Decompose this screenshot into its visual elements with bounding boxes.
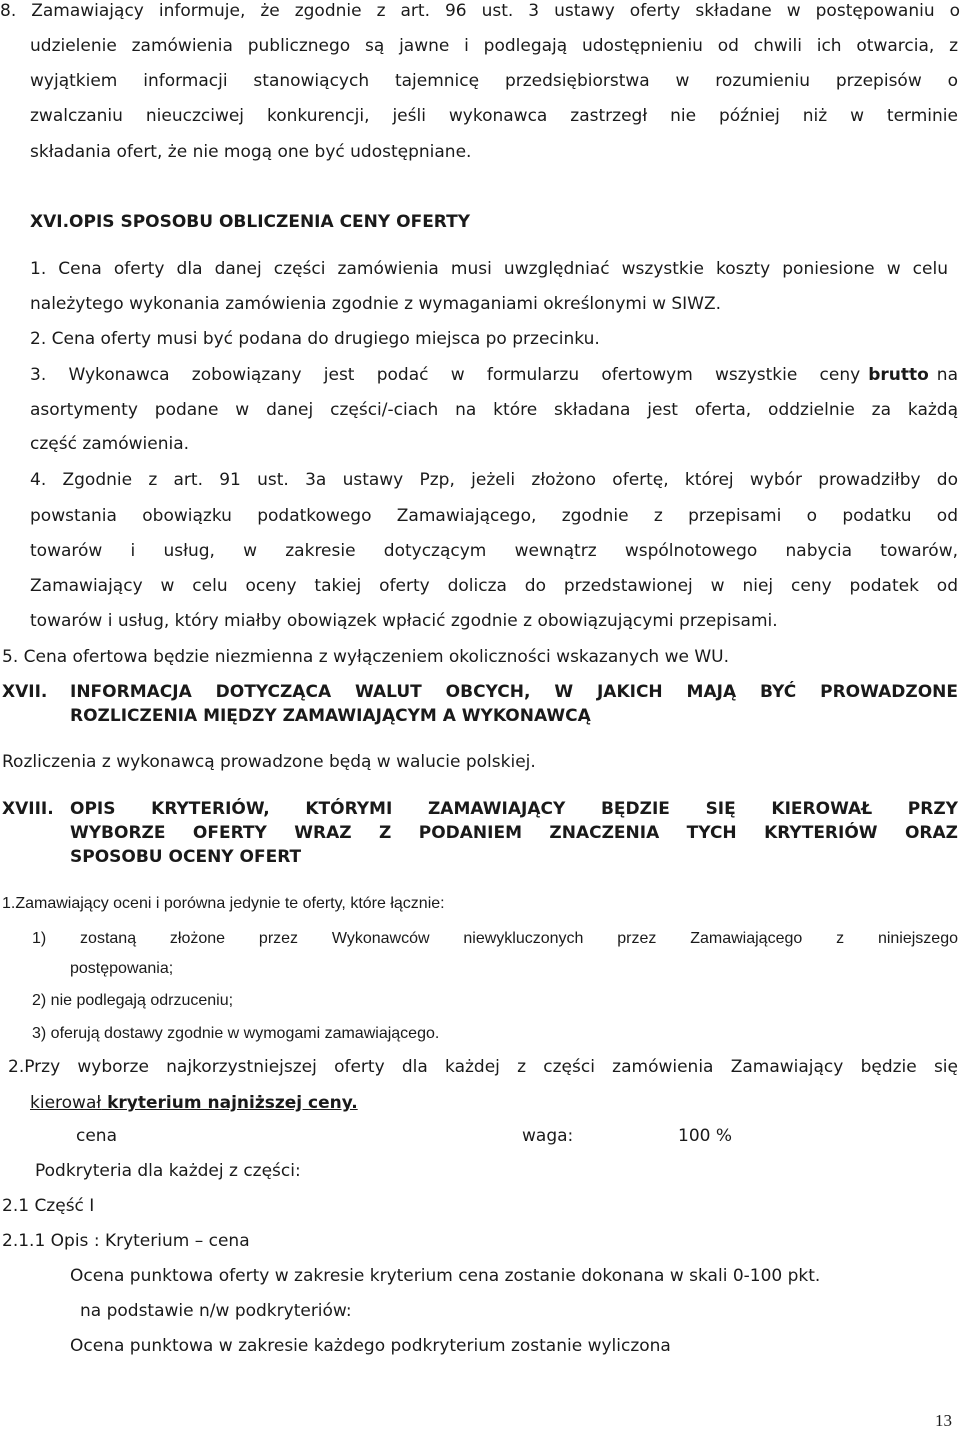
sec16-p3-text: 3. Wykonawca zobowiązany jest podać w formularzu ofertowym wszystkie ceny bbox=[30, 365, 861, 385]
section-17-heading-line-2: ROZLICZENIA MIĘDZY ZAMAWIAJĄCYM A WYKONAWCĄ bbox=[70, 706, 591, 726]
sec18-item-1: 1) zostaną złożone przez Wykonawców niewykluczonych przez Zamawiającego z niniejszego bbox=[32, 930, 958, 947]
page-number: 13 bbox=[935, 1411, 952, 1430]
criterion-name: cena bbox=[76, 1126, 117, 1146]
evaluation-line-3: Ocena punktowa w zakresie każdego podkryterium zostanie wyliczona bbox=[70, 1336, 671, 1356]
section-18-heading-line-1: OPIS KRYTERIÓW, KTÓRYMI ZAMAWIAJĄCY BĘDZIE SIĘ KIEROWAŁ PRZY bbox=[70, 799, 958, 819]
subcriteria-label: Podkryteria dla każdej z części: bbox=[35, 1161, 301, 1181]
sec18-item-1-cont: postępowania; bbox=[70, 960, 174, 977]
sec16-p2: 2. Cena oferty musi być podana do drugiego miejsca po przecinku. bbox=[30, 329, 600, 349]
section-17-heading-line-1: INFORMACJA DOTYCZĄCA WALUT OBCYCH, W JAKICH MAJĄ BYĆ PROWADZONE bbox=[70, 682, 958, 702]
sec18-item-2: 2) nie podlegają odrzuceniu; bbox=[32, 992, 234, 1009]
section-18-number: XVIII. bbox=[2, 799, 54, 819]
sec18-item-3: 3) oferują dostawy zgodnie w wymogami zamawiającego. bbox=[32, 1025, 440, 1042]
section-18-heading-line-2: WYBORZE OFERTY WRAZ Z PODANIEM ZNACZENIA TYCH KRYTERIÓW ORAZ bbox=[70, 823, 958, 843]
criterion-weight-label: waga: bbox=[522, 1126, 574, 1146]
sec16-p3-line-2: asortymenty podane w danej części/-ciach na które składana jest oferta, oddzielnie za każdą bbox=[30, 400, 958, 420]
section-17-number: XVII. bbox=[2, 682, 48, 702]
evaluation-line-1: Ocena punktowa oferty w zakresie kryterium cena zostanie dokonana w skali 0-100 pkt. bbox=[70, 1266, 821, 1286]
sec16-p1-line-2: należytego wykonania zamówienia zgodnie z wymaganiami określonymi w SIWZ. bbox=[30, 294, 722, 314]
para8-line-4: zwalczaniu nieuczciwej konkurencji, jeśli wykonawca zastrzegł nie później niż w terminie bbox=[30, 106, 958, 126]
sec16-p5: 5. Cena ofertowa będzie niezmienna z wyłączeniem okoliczności wskazanych we WU. bbox=[2, 647, 730, 667]
sec16-p4-line-5: towarów i usług, który miałby obowiązek wpłacić zgodnie z obowiązującymi przepisami. bbox=[30, 611, 778, 631]
evaluation-line-2: na podstawie n/w podkryteriów: bbox=[80, 1301, 352, 1321]
sec18-p2-line-2 bbox=[30, 1092, 358, 1114]
sec18-p2-text: kierował bbox=[30, 1093, 102, 1113]
part-label: 2.1 Część I bbox=[2, 1196, 95, 1216]
sec16-p3-line-1 bbox=[30, 364, 958, 386]
sec16-p4-line-1: 4. Zgodnie z art. 91 ust. 3a ustawy Pzp, jeżeli złożono ofertę, której wybór prowadziłby do bbox=[30, 470, 958, 490]
sec18-p2-line-1: 2.Przy wyborze najkorzystniejszej oferty dla każdej z części zamówienia Zamawiający będzie się bbox=[8, 1057, 958, 1077]
sec16-p4-line-4: Zamawiający w celu oceny takiej oferty dolicza do przedstawionej w niej ceny podatek od bbox=[30, 576, 958, 596]
sec18-p1: 1.Zamawiający oceni i porówna jedynie te oferty, które łącznie: bbox=[2, 895, 445, 912]
section-17-text: Rozliczenia z wykonawcą prowadzone będą w walucie polskiej. bbox=[2, 752, 536, 772]
sec16-p3-text-b: na bbox=[936, 365, 958, 385]
sec16-p3-bold: brutto bbox=[868, 365, 929, 385]
sec16-p4-line-2: powstania obowiązku podatkowego Zamawiającego, zgodnie z przepisami o podatku od bbox=[30, 506, 958, 526]
section-18-heading-line-3: SPOSOBU OCENY OFERT bbox=[70, 847, 302, 867]
para8-line-5: składania ofert, że nie mogą one być udostępniane. bbox=[30, 142, 472, 162]
section-16-heading: XVI.OPIS SPOSOBU OBLICZENIA CENY OFERTY bbox=[30, 212, 471, 232]
para8-line-3: wyjątkiem informacji stanowiących tajemnicę przedsiębiorstwa w rozumieniu przepisów o bbox=[30, 71, 958, 91]
criterion-weight-value: 100 % bbox=[678, 1126, 733, 1146]
sec16-p3-line-3: część zamówienia. bbox=[30, 434, 190, 454]
sec16-p1-line-1: 1. Cena oferty dla danej części zamówienia musi uwzględniać wszystkie koszty poniesione w celu bbox=[30, 259, 948, 279]
para8-line-2: udzielenie zamówienia publicznego są jawne i podlegają udostępnieniu od chwili ich otwarcia, z bbox=[30, 36, 958, 56]
para8-line-1: 8. Zamawiający informuje, że zgodnie z art. 96 ust. 3 ustawy oferty składane w postępowaniu o bbox=[0, 1, 960, 21]
sec16-p4-line-3: towarów i usług, w zakresie dotyczącym wewnątrz wspólnotowego nabycia towarów, bbox=[30, 541, 958, 561]
description-label: 2.1.1 Opis : Kryterium – cena bbox=[2, 1231, 250, 1251]
criterion-lowest-price: kryterium najniższej ceny. bbox=[101, 1093, 358, 1113]
